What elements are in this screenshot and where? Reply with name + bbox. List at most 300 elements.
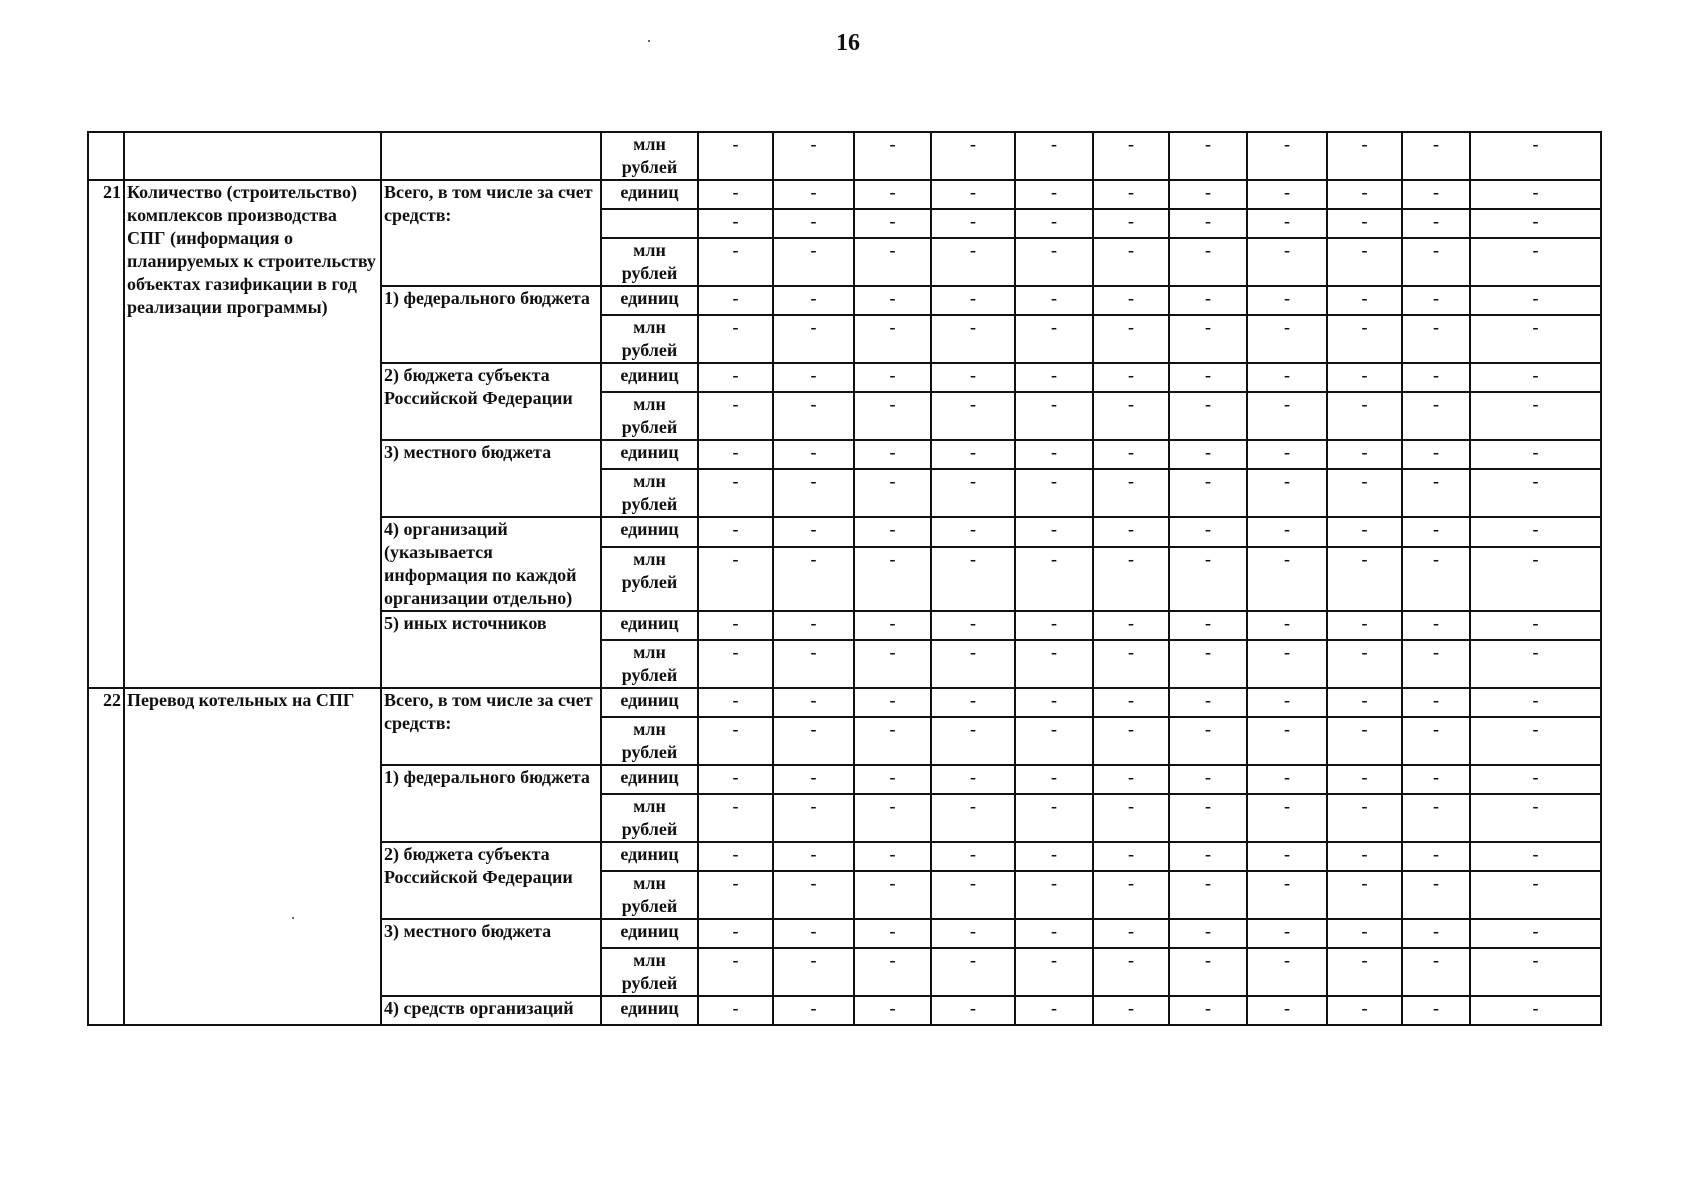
value-cell: - <box>1015 765 1093 794</box>
value-cell: - <box>1327 996 1402 1025</box>
value-cell: - <box>1093 717 1169 765</box>
value-cell: - <box>1015 871 1093 919</box>
value-cell: - <box>1247 996 1327 1025</box>
value-cell: - <box>1015 180 1093 209</box>
value-cell: - <box>1093 180 1169 209</box>
unit-cell: млн рублей <box>601 547 698 611</box>
page-number: 16 <box>836 30 860 56</box>
unit-cell: единиц <box>601 363 698 392</box>
value-cell: - <box>1093 286 1169 315</box>
value-cell: - <box>854 948 931 996</box>
value-cell: - <box>773 315 854 363</box>
value-cell: - <box>1169 238 1247 286</box>
value-cell: - <box>931 717 1015 765</box>
value-cell: - <box>1169 717 1247 765</box>
value-cell: - <box>1247 286 1327 315</box>
unit-cell: млн рублей <box>601 238 698 286</box>
value-cell: - <box>773 238 854 286</box>
value-cell: - <box>1093 871 1169 919</box>
value-cell: - <box>1402 469 1470 517</box>
value-cell: - <box>1169 132 1247 180</box>
unit-cell: единиц <box>601 765 698 794</box>
value-cell: - <box>773 392 854 440</box>
value-cell: - <box>773 842 854 871</box>
value-cell: - <box>1402 363 1470 392</box>
item-number <box>88 132 124 180</box>
value-cell: - <box>773 132 854 180</box>
value-cell: - <box>1093 765 1169 794</box>
value-cell: - <box>1327 547 1402 611</box>
value-cell: - <box>1093 469 1169 517</box>
item-number: 21 <box>88 180 124 688</box>
value-cell: - <box>1015 286 1093 315</box>
funding-source: 2) бюджета субъекта Российской Федерации <box>381 363 601 440</box>
value-cell: - <box>1169 688 1247 717</box>
value-cell: - <box>1470 871 1601 919</box>
value-cell: - <box>1093 688 1169 717</box>
funding-source: 4) организаций (указывается информация по каждой организации отдельно) <box>381 517 601 611</box>
value-cell: - <box>1470 440 1601 469</box>
value-cell: - <box>1402 611 1470 640</box>
value-cell: - <box>698 238 773 286</box>
value-cell: - <box>773 919 854 948</box>
value-cell: - <box>1402 871 1470 919</box>
value-cell: - <box>931 238 1015 286</box>
value-cell: - <box>1169 996 1247 1025</box>
value-cell: - <box>1169 517 1247 547</box>
value-cell: - <box>1327 363 1402 392</box>
value-cell: - <box>1247 238 1327 286</box>
unit-cell: единиц <box>601 440 698 469</box>
value-cell: - <box>1093 132 1169 180</box>
value-cell: - <box>698 180 773 209</box>
funding-source: 2) бюджета субъекта Российской Федерации <box>381 842 601 919</box>
value-cell: - <box>1470 469 1601 517</box>
value-cell: - <box>698 948 773 996</box>
value-cell: - <box>1327 209 1402 238</box>
value-cell: - <box>1470 209 1601 238</box>
value-cell: - <box>1470 717 1601 765</box>
value-cell: - <box>1247 871 1327 919</box>
value-cell: - <box>1015 794 1093 842</box>
value-cell: - <box>698 132 773 180</box>
value-cell: - <box>1169 919 1247 948</box>
value-cell: - <box>698 640 773 688</box>
value-cell: - <box>1169 469 1247 517</box>
value-cell: - <box>1015 919 1093 948</box>
value-cell: - <box>1470 842 1601 871</box>
indicator-name <box>124 132 381 180</box>
value-cell: - <box>1470 132 1601 180</box>
value-cell: - <box>1093 363 1169 392</box>
value-cell: - <box>1402 440 1470 469</box>
indicator-name: Перевод котельных на СПГ <box>124 688 381 1025</box>
value-cell: - <box>1247 842 1327 871</box>
unit-cell: единиц <box>601 286 698 315</box>
unit-cell: млн рублей <box>601 469 698 517</box>
value-cell: - <box>1402 919 1470 948</box>
value-cell: - <box>698 547 773 611</box>
value-cell: - <box>1247 440 1327 469</box>
value-cell: - <box>1169 209 1247 238</box>
value-cell: - <box>698 469 773 517</box>
value-cell: - <box>1247 392 1327 440</box>
value-cell: - <box>1015 440 1093 469</box>
value-cell: - <box>931 842 1015 871</box>
value-cell: - <box>1093 996 1169 1025</box>
value-cell: - <box>1470 688 1601 717</box>
value-cell: - <box>773 209 854 238</box>
unit-cell: единиц <box>601 996 698 1025</box>
value-cell: - <box>1470 363 1601 392</box>
value-cell: - <box>1093 238 1169 286</box>
value-cell: - <box>773 517 854 547</box>
value-cell: - <box>1247 132 1327 180</box>
table-row <box>88 688 1601 717</box>
value-cell: - <box>698 517 773 547</box>
value-cell: - <box>1470 919 1601 948</box>
value-cell: - <box>1093 547 1169 611</box>
funding-source: Всего, в том числе за счет средств: <box>381 688 601 765</box>
value-cell: - <box>1015 547 1093 611</box>
value-cell: - <box>1015 948 1093 996</box>
unit-cell: единиц <box>601 180 698 209</box>
value-cell: - <box>1402 286 1470 315</box>
value-cell: - <box>698 794 773 842</box>
value-cell: - <box>1015 238 1093 286</box>
value-cell: - <box>1247 315 1327 363</box>
funding-source: Всего, в том числе за счет средств: <box>381 180 601 286</box>
value-cell: - <box>1247 919 1327 948</box>
value-cell: - <box>1169 640 1247 688</box>
funding-source: 3) местного бюджета <box>381 919 601 996</box>
value-cell: - <box>1015 315 1093 363</box>
value-cell: - <box>1015 392 1093 440</box>
value-cell: - <box>1402 315 1470 363</box>
value-cell: - <box>854 919 931 948</box>
value-cell: - <box>1327 315 1402 363</box>
unit-cell: единиц <box>601 517 698 547</box>
value-cell: - <box>1402 132 1470 180</box>
value-cell: - <box>1015 363 1093 392</box>
funding-source: 5) иных источников <box>381 611 601 688</box>
value-cell: - <box>1093 919 1169 948</box>
value-cell: - <box>854 440 931 469</box>
value-cell: - <box>1327 469 1402 517</box>
value-cell: - <box>1327 611 1402 640</box>
value-cell: - <box>1247 765 1327 794</box>
item-number: 22 <box>88 688 124 1025</box>
value-cell: - <box>1470 765 1601 794</box>
value-cell: - <box>1470 517 1601 547</box>
value-cell: - <box>1093 209 1169 238</box>
funding-source: 1) федерального бюджета <box>381 765 601 842</box>
funding-table <box>87 131 1602 1026</box>
value-cell: - <box>1470 640 1601 688</box>
value-cell: - <box>1470 392 1601 440</box>
value-cell: - <box>931 517 1015 547</box>
value-cell: - <box>1015 611 1093 640</box>
funding-source: 3) местного бюджета <box>381 440 601 517</box>
value-cell: - <box>1015 996 1093 1025</box>
value-cell: - <box>1247 547 1327 611</box>
value-cell: - <box>1093 315 1169 363</box>
value-cell: - <box>1402 547 1470 611</box>
value-cell: - <box>931 794 1015 842</box>
value-cell: - <box>1015 469 1093 517</box>
value-cell: - <box>1402 794 1470 842</box>
value-cell: - <box>1015 717 1093 765</box>
indicator-name: Количество (строительство) комплексов производства СПГ (информация о планируемых к строительству объектах газификации в год реализации программы) <box>124 180 381 688</box>
value-cell: - <box>773 180 854 209</box>
value-cell: - <box>773 765 854 794</box>
value-cell: - <box>1327 919 1402 948</box>
value-cell: - <box>1327 286 1402 315</box>
value-cell: - <box>1470 180 1601 209</box>
unit-cell: млн рублей <box>601 948 698 996</box>
value-cell: - <box>1402 640 1470 688</box>
value-cell: - <box>698 765 773 794</box>
value-cell: - <box>773 547 854 611</box>
value-cell: - <box>854 315 931 363</box>
value-cell: - <box>1247 469 1327 517</box>
value-cell: - <box>854 794 931 842</box>
value-cell: - <box>1327 132 1402 180</box>
value-cell: - <box>854 611 931 640</box>
value-cell: - <box>1470 794 1601 842</box>
value-cell: - <box>773 640 854 688</box>
value-cell: - <box>1247 717 1327 765</box>
value-cell: - <box>1327 440 1402 469</box>
unit-cell: млн рублей <box>601 392 698 440</box>
value-cell: - <box>1247 517 1327 547</box>
value-cell: - <box>1247 794 1327 842</box>
value-cell: - <box>1402 180 1470 209</box>
value-cell: - <box>773 948 854 996</box>
table-body <box>88 132 1601 1025</box>
value-cell: - <box>1093 948 1169 996</box>
value-cell: - <box>1402 717 1470 765</box>
value-cell: - <box>698 688 773 717</box>
value-cell: - <box>1169 315 1247 363</box>
value-cell: - <box>1015 688 1093 717</box>
value-cell: - <box>1327 871 1402 919</box>
value-cell: - <box>1093 611 1169 640</box>
value-cell: - <box>1247 948 1327 996</box>
value-cell: - <box>1169 765 1247 794</box>
value-cell: - <box>1402 948 1470 996</box>
value-cell: - <box>1093 392 1169 440</box>
value-cell: - <box>1169 363 1247 392</box>
value-cell: - <box>854 209 931 238</box>
value-cell: - <box>1247 363 1327 392</box>
value-cell: - <box>698 871 773 919</box>
unit-cell: млн рублей <box>601 640 698 688</box>
value-cell: - <box>854 469 931 517</box>
value-cell: - <box>1015 842 1093 871</box>
value-cell: - <box>1327 717 1402 765</box>
value-cell: - <box>1093 640 1169 688</box>
value-cell: - <box>931 440 1015 469</box>
value-cell: - <box>1470 948 1601 996</box>
value-cell: - <box>698 392 773 440</box>
value-cell: - <box>1327 392 1402 440</box>
value-cell: - <box>1015 517 1093 547</box>
value-cell: - <box>1470 238 1601 286</box>
value-cell: - <box>1402 842 1470 871</box>
value-cell: - <box>854 871 931 919</box>
value-cell: - <box>1327 948 1402 996</box>
value-cell: - <box>931 688 1015 717</box>
value-cell: - <box>1015 209 1093 238</box>
scan-dot <box>648 40 650 42</box>
value-cell: - <box>773 440 854 469</box>
value-cell: - <box>1402 238 1470 286</box>
value-cell: - <box>931 765 1015 794</box>
value-cell: - <box>773 611 854 640</box>
value-cell: - <box>931 948 1015 996</box>
unit-cell <box>601 209 698 238</box>
value-cell: - <box>698 209 773 238</box>
value-cell: - <box>1247 688 1327 717</box>
value-cell: - <box>1169 440 1247 469</box>
table-row <box>88 132 1601 180</box>
value-cell: - <box>1169 392 1247 440</box>
funding-source: 4) средств организаций <box>381 996 601 1025</box>
value-cell: - <box>698 996 773 1025</box>
value-cell: - <box>854 688 931 717</box>
value-cell: - <box>1327 842 1402 871</box>
value-cell: - <box>1470 611 1601 640</box>
unit-cell: единиц <box>601 688 698 717</box>
value-cell: - <box>854 765 931 794</box>
value-cell: - <box>773 688 854 717</box>
value-cell: - <box>1247 180 1327 209</box>
value-cell: - <box>698 611 773 640</box>
value-cell: - <box>1402 209 1470 238</box>
value-cell: - <box>1327 517 1402 547</box>
value-cell: - <box>854 238 931 286</box>
value-cell: - <box>698 440 773 469</box>
value-cell: - <box>1470 315 1601 363</box>
value-cell: - <box>1169 180 1247 209</box>
value-cell: - <box>1327 688 1402 717</box>
value-cell: - <box>931 315 1015 363</box>
value-cell: - <box>698 717 773 765</box>
value-cell: - <box>854 286 931 315</box>
unit-cell: млн рублей <box>601 717 698 765</box>
value-cell: - <box>773 996 854 1025</box>
value-cell: - <box>931 209 1015 238</box>
value-cell: - <box>698 363 773 392</box>
value-cell: - <box>698 919 773 948</box>
value-cell: - <box>1327 238 1402 286</box>
value-cell: - <box>854 392 931 440</box>
value-cell: - <box>1093 794 1169 842</box>
value-cell: - <box>1327 765 1402 794</box>
value-cell: - <box>1169 842 1247 871</box>
value-cell: - <box>1247 209 1327 238</box>
value-cell: - <box>854 996 931 1025</box>
value-cell: - <box>1327 640 1402 688</box>
value-cell: - <box>1402 996 1470 1025</box>
value-cell: - <box>698 842 773 871</box>
value-cell: - <box>931 132 1015 180</box>
value-cell: - <box>1093 517 1169 547</box>
value-cell: - <box>1169 286 1247 315</box>
value-cell: - <box>773 871 854 919</box>
value-cell: - <box>1169 948 1247 996</box>
value-cell: - <box>931 469 1015 517</box>
unit-cell: млн рублей <box>601 794 698 842</box>
value-cell: - <box>854 517 931 547</box>
value-cell: - <box>1169 611 1247 640</box>
value-cell: - <box>931 392 1015 440</box>
value-cell: - <box>854 363 931 392</box>
value-cell: - <box>1470 547 1601 611</box>
value-cell: - <box>1169 794 1247 842</box>
value-cell: - <box>1402 765 1470 794</box>
value-cell: - <box>854 132 931 180</box>
unit-cell: единиц <box>601 919 698 948</box>
value-cell: - <box>773 363 854 392</box>
unit-cell: млн рублей <box>601 871 698 919</box>
value-cell: - <box>854 180 931 209</box>
funding-source: 1) федерального бюджета <box>381 286 601 363</box>
unit-cell: млн рублей <box>601 132 698 180</box>
table-row <box>88 180 1601 209</box>
value-cell: - <box>1402 688 1470 717</box>
value-cell: - <box>931 611 1015 640</box>
value-cell: - <box>1327 180 1402 209</box>
value-cell: - <box>931 363 1015 392</box>
value-cell: - <box>854 842 931 871</box>
value-cell: - <box>1015 132 1093 180</box>
value-cell: - <box>1247 611 1327 640</box>
unit-cell: единиц <box>601 611 698 640</box>
unit-cell: единиц <box>601 842 698 871</box>
value-cell: - <box>773 286 854 315</box>
value-cell: - <box>1402 517 1470 547</box>
value-cell: - <box>931 871 1015 919</box>
value-cell: - <box>773 717 854 765</box>
value-cell: - <box>931 640 1015 688</box>
funding-source <box>381 132 601 180</box>
value-cell: - <box>854 640 931 688</box>
value-cell: - <box>854 547 931 611</box>
value-cell: - <box>1402 392 1470 440</box>
value-cell: - <box>1470 996 1601 1025</box>
value-cell: - <box>1169 547 1247 611</box>
value-cell: - <box>1093 440 1169 469</box>
value-cell: - <box>773 794 854 842</box>
value-cell: - <box>698 286 773 315</box>
value-cell: - <box>931 919 1015 948</box>
value-cell: - <box>854 717 931 765</box>
value-cell: - <box>698 315 773 363</box>
value-cell: - <box>931 286 1015 315</box>
value-cell: - <box>1093 842 1169 871</box>
value-cell: - <box>931 547 1015 611</box>
unit-cell: млн рублей <box>601 315 698 363</box>
value-cell: - <box>931 996 1015 1025</box>
value-cell: - <box>931 180 1015 209</box>
value-cell: - <box>773 469 854 517</box>
value-cell: - <box>1247 640 1327 688</box>
value-cell: - <box>1470 286 1601 315</box>
value-cell: - <box>1327 794 1402 842</box>
value-cell: - <box>1015 640 1093 688</box>
